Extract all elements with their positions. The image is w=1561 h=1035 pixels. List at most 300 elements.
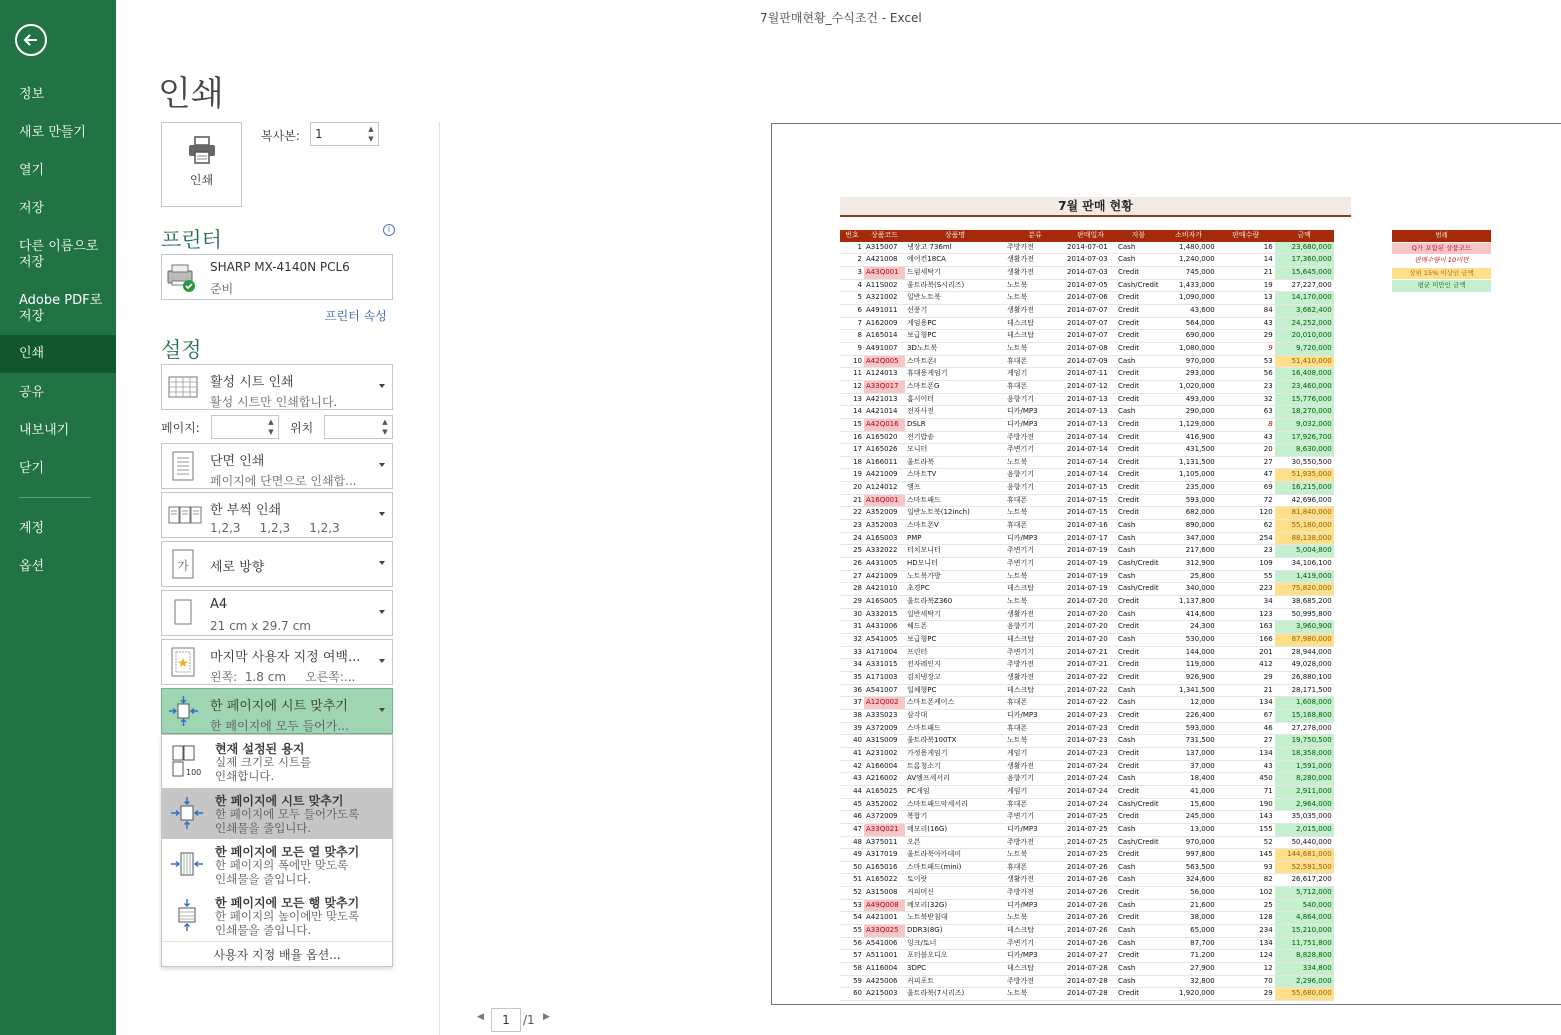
chevron-down-icon: [379, 659, 385, 663]
table-cell: 주방가전: [1005, 431, 1065, 444]
table-cell: 생활가전: [1005, 671, 1065, 684]
table-cell: 게임기: [1005, 747, 1065, 760]
table-cell: 노트북: [1005, 912, 1065, 925]
table-cell: A541006: [864, 937, 905, 950]
table-cell: 2014-07-20: [1065, 634, 1116, 647]
table-cell: 51,935,000: [1275, 469, 1334, 482]
nav-share[interactable]: 공유: [19, 385, 45, 400]
table-cell: 24: [840, 532, 864, 545]
nav-save[interactable]: 저장: [19, 201, 45, 216]
table-cell: 530,000: [1161, 634, 1217, 647]
table-cell: Cash/Credit: [1116, 558, 1161, 571]
scaling-option-actual-size[interactable]: [162, 736, 392, 787]
pages-label: 페이지:: [161, 421, 200, 435]
table-cell: 생활가전: [1005, 874, 1065, 887]
table-cell: Credit: [1116, 747, 1161, 760]
table-cell: 2014-07-07: [1065, 317, 1116, 330]
table-cell: 493,000: [1161, 393, 1217, 406]
table-cell: 15,168,800: [1275, 709, 1334, 722]
nav-save-pdf[interactable]: Adobe PDF로 저장: [19, 293, 103, 324]
table-cell: 울트라북Z360: [905, 596, 1005, 609]
table-cell: 2,964,000: [1275, 798, 1334, 811]
table-cell: A491011: [864, 304, 905, 317]
table-cell: A421008: [864, 254, 905, 267]
table-cell: 2014-07-26: [1065, 925, 1116, 938]
col-header: 판매수량: [1217, 230, 1275, 242]
table-row: [840, 304, 1334, 317]
table-cell: 게임기: [1005, 368, 1065, 381]
table-cell: 17,926,700: [1275, 431, 1334, 444]
table-cell: 2014-07-28: [1065, 963, 1116, 976]
table-cell: A165026: [864, 444, 905, 457]
table-cell: 46: [1217, 722, 1275, 735]
table-cell: Credit: [1116, 507, 1161, 520]
scaling-option-desc: 한 페이지에 모두 들어가도록 인쇄물을 줄입니다.: [215, 807, 360, 835]
table-cell: 오븐: [905, 836, 1005, 849]
table-cell: 19: [1217, 279, 1275, 292]
table-cell: 게임용PC: [905, 317, 1005, 330]
table-cell: 54: [840, 912, 864, 925]
table-cell: 노트북: [1005, 849, 1065, 862]
table-cell: A42Q016: [864, 418, 905, 431]
table-cell: 2014-07-19: [1065, 570, 1116, 583]
table-cell: 134: [1217, 937, 1275, 950]
page-from-input[interactable]: [212, 416, 268, 438]
copies-stepper[interactable]: [310, 122, 379, 146]
table-cell: A541007: [864, 684, 905, 697]
print-button[interactable]: [161, 122, 242, 207]
table-cell: Credit: [1116, 431, 1161, 444]
table-cell: 31: [840, 621, 864, 634]
table-cell: 43: [1217, 317, 1275, 330]
col-header: 번호: [840, 230, 864, 242]
current-page-input[interactable]: 1: [491, 1008, 521, 1032]
table-cell: 7: [840, 317, 864, 330]
table-cell: 선풍기: [905, 304, 1005, 317]
table-cell: 52: [1217, 836, 1275, 849]
fit-sheet-icon: [168, 695, 198, 727]
table-cell: Cash: [1116, 254, 1161, 267]
table-cell: 1,129,000: [1161, 418, 1217, 431]
copies-label: 복사본:: [261, 129, 300, 143]
table-cell: 에어컨18CA: [905, 254, 1005, 267]
table-cell: 8: [1217, 418, 1275, 431]
table-cell: 1,608,000: [1275, 697, 1334, 710]
table-cell: 1: [840, 242, 864, 254]
table-cell: 울트라북(7시리즈): [905, 988, 1005, 1001]
table-cell: 49,028,000: [1275, 659, 1334, 672]
table-cell: 1,920,000: [1161, 988, 1217, 1001]
table-row: [840, 342, 1334, 355]
table-cell: 노트북: [1005, 596, 1065, 609]
table-cell: 디카/MP3: [1005, 709, 1065, 722]
table-cell: Credit: [1116, 482, 1161, 495]
table-cell: Credit: [1116, 722, 1161, 735]
table-cell: Cash: [1116, 874, 1161, 887]
spin-arrows-icon[interactable]: ▲ ▼: [268, 418, 274, 436]
table-cell: 23: [1217, 380, 1275, 393]
table-cell: Cash: [1116, 963, 1161, 976]
table-cell: 347,000: [1161, 532, 1217, 545]
table-cell: 43: [840, 773, 864, 786]
scaling-option-fit-columns[interactable]: [162, 839, 392, 890]
table-cell: 234: [1217, 925, 1275, 938]
table-cell: 16,408,000: [1275, 368, 1334, 381]
nav-close[interactable]: 닫기: [19, 461, 45, 476]
page-from-stepper[interactable]: [211, 415, 279, 439]
table-cell: 스마트패드(mini): [905, 861, 1005, 874]
table-row: [840, 709, 1334, 722]
table-cell: 290,000: [1161, 406, 1217, 419]
scaling-option-title: 한 페이지에 모든 행 맞추기: [215, 896, 360, 910]
table-cell: 8,280,000: [1275, 773, 1334, 786]
table-cell: 32: [840, 634, 864, 647]
chevron-down-icon: [379, 512, 385, 516]
page-title: 인쇄: [158, 74, 224, 114]
table-cell: Credit: [1116, 444, 1161, 457]
table-row: [840, 456, 1334, 469]
table-cell: A166011: [864, 456, 905, 469]
fit-rows-icon: [170, 898, 204, 932]
table-cell: 울트라북: [905, 456, 1005, 469]
table-cell: 15,645,000: [1275, 266, 1334, 279]
table-cell: 9: [840, 342, 864, 355]
table-cell: Credit: [1116, 760, 1161, 773]
table-cell: 17,360,000: [1275, 254, 1334, 267]
table-cell: 1,105,000: [1161, 469, 1217, 482]
window-title: 7월판매현황_수식조건 - Excel: [760, 11, 922, 25]
table-cell: A315008: [864, 887, 905, 900]
table-cell: 82: [1217, 874, 1275, 887]
table-cell: 412: [1217, 659, 1275, 672]
nav-print[interactable]: 인쇄: [0, 335, 116, 373]
table-cell: Cash: [1116, 823, 1161, 836]
print-preview: [771, 123, 1561, 1005]
spin-arrows-icon[interactable]: ▲ ▼: [368, 125, 374, 143]
table-cell: 2014-07-20: [1065, 608, 1116, 621]
table-cell: 970,000: [1161, 355, 1217, 368]
table-cell: A165020: [864, 431, 905, 444]
table-row: [840, 798, 1334, 811]
paper-size-select[interactable]: [161, 590, 393, 636]
table-row: [840, 785, 1334, 798]
info-icon[interactable]: i: [383, 224, 395, 236]
table-cell: 울트라북(S시리즈): [905, 279, 1005, 292]
table-cell: 24,252,000: [1275, 317, 1334, 330]
table-cell: A421014: [864, 406, 905, 419]
table-cell: 2: [840, 254, 864, 267]
table-cell: 226,400: [1161, 709, 1217, 722]
sides-select[interactable]: [161, 443, 393, 489]
next-page-icon[interactable]: ▶: [543, 1012, 550, 1022]
table-cell: 2014-07-23: [1065, 747, 1116, 760]
table-cell: 프린터: [905, 646, 1005, 659]
table-cell: 37,000: [1161, 760, 1217, 773]
table-cell: A491007: [864, 342, 905, 355]
paper-size-sub: 21 cm x 29.7 cm: [210, 619, 311, 633]
scaling-option-desc: 한 페이지의 폭에만 맞도록 인쇄물을 줄입니다.: [215, 858, 349, 886]
table-cell: 48: [840, 836, 864, 849]
table-cell: 39: [840, 722, 864, 735]
table-cell: 682,000: [1161, 507, 1217, 520]
table-cell: 휴대폰: [1005, 722, 1065, 735]
table-cell: 58: [840, 963, 864, 976]
printer-select[interactable]: [161, 254, 393, 300]
table-row: [840, 368, 1334, 381]
table-cell: 휴대폰: [1005, 798, 1065, 811]
table-cell: 커피포트: [905, 975, 1005, 988]
nav-save-as[interactable]: 다른 이름으로 저장: [19, 239, 99, 270]
table-cell: 19,750,500: [1275, 735, 1334, 748]
table-cell: 4,864,000: [1275, 912, 1334, 925]
table-cell: 9,032,000: [1275, 418, 1334, 431]
table-cell: 13: [1217, 292, 1275, 305]
table-cell: A165016: [864, 861, 905, 874]
scaling-select[interactable]: [161, 688, 393, 734]
table-cell: 6: [840, 304, 864, 317]
table-cell: 23: [1217, 545, 1275, 558]
table-cell: 2014-07-15: [1065, 507, 1116, 520]
table-cell: Cash: [1116, 899, 1161, 912]
table-cell: 2014-07-12: [1065, 380, 1116, 393]
table-cell: 주변기기: [1005, 937, 1065, 950]
nav-account[interactable]: 계정: [19, 521, 45, 536]
table-cell: 12: [840, 380, 864, 393]
table-cell: 56,000: [1161, 887, 1217, 900]
table-cell: 휴대폰: [1005, 697, 1065, 710]
nav-info[interactable]: 정보: [19, 87, 45, 102]
printer-section-title: 프린터: [161, 228, 222, 252]
table-cell: 노트북: [1005, 988, 1065, 1001]
legend-item: 판매수량이 10미만: [1392, 255, 1491, 267]
table-cell: 14: [840, 406, 864, 419]
table-cell: 2014-07-25: [1065, 849, 1116, 862]
table-cell: 보급형PC: [905, 634, 1005, 647]
table-cell: 18,400: [1161, 773, 1217, 786]
table-cell: 3,662,400: [1275, 304, 1334, 317]
table-cell: Credit: [1116, 380, 1161, 393]
table-cell: 34: [1217, 596, 1275, 609]
table-cell: 42: [840, 760, 864, 773]
table-cell: 145: [1217, 849, 1275, 862]
page-to-stepper[interactable]: [324, 415, 393, 439]
table-cell: 2014-07-23: [1065, 735, 1116, 748]
table-row: [840, 735, 1334, 748]
scaling-option-fit-rows[interactable]: [162, 890, 392, 941]
backstage-nav: [0, 0, 116, 1035]
collate-select[interactable]: [161, 492, 393, 538]
table-cell: 38: [840, 709, 864, 722]
table-cell: 15,600: [1161, 798, 1217, 811]
table-cell: Credit: [1116, 811, 1161, 824]
table-cell: 주방가전: [1005, 242, 1065, 254]
table-cell: 2014-07-25: [1065, 811, 1116, 824]
table-cell: 41,000: [1161, 785, 1217, 798]
table-cell: A171004: [864, 646, 905, 659]
table-cell: 포터블오디오: [905, 950, 1005, 963]
table-cell: 27,900: [1161, 963, 1217, 976]
scaling-option-fit-sheet[interactable]: [162, 788, 392, 839]
table-cell: 노트북가방: [905, 570, 1005, 583]
spin-arrows-icon[interactable]: ▲ ▼: [382, 418, 388, 436]
table-cell: 50,995,800: [1275, 608, 1334, 621]
table-cell: 13: [840, 393, 864, 406]
table-cell: 20: [1217, 444, 1275, 457]
table-cell: 메모리(32G): [905, 899, 1005, 912]
table-cell: 2014-07-25: [1065, 836, 1116, 849]
page-to-input[interactable]: [325, 416, 381, 438]
table-cell: 35: [840, 671, 864, 684]
nav-new[interactable]: 새로 만들기: [19, 125, 86, 140]
legend: [1392, 230, 1491, 293]
table-cell: 토이랏: [905, 874, 1005, 887]
table-cell: A43Q001: [864, 266, 905, 279]
table-cell: Credit: [1116, 988, 1161, 1001]
table-cell: 13,000: [1161, 823, 1217, 836]
table-row: [840, 431, 1334, 444]
sales-table: [840, 230, 1334, 1001]
table-cell: A124012: [864, 482, 905, 495]
table-row: [840, 317, 1334, 330]
table-cell: 2014-07-23: [1065, 722, 1116, 735]
table-row: [840, 963, 1334, 976]
table-cell: 63: [1217, 406, 1275, 419]
table-cell: 2014-07-14: [1065, 431, 1116, 444]
table-cell: 44: [840, 785, 864, 798]
margins-select[interactable]: [161, 639, 393, 685]
table-cell: 72: [1217, 494, 1275, 507]
collate-pages-icon: [168, 499, 202, 531]
table-cell: 32,800: [1161, 975, 1217, 988]
nav-open[interactable]: 열기: [19, 163, 45, 178]
table-cell: 24,300: [1161, 621, 1217, 634]
table-cell: 스마트폰V: [905, 520, 1005, 533]
table-row: [840, 811, 1334, 824]
one-sided-page-icon: [168, 450, 198, 482]
table-cell: 음향기기: [1005, 393, 1065, 406]
table-row: [840, 887, 1334, 900]
table-row: [840, 266, 1334, 279]
table-cell: A431006: [864, 621, 905, 634]
table-cell: 노트북: [1005, 735, 1065, 748]
custom-scaling-option[interactable]: 사용자 지정 배율 옵션...: [162, 941, 392, 968]
prev-page-icon[interactable]: ◀: [477, 1012, 484, 1022]
table-cell: A421001: [864, 912, 905, 925]
table-cell: Credit: [1116, 849, 1161, 862]
nav-export[interactable]: 내보내기: [19, 423, 70, 438]
legend-item: Q가 포함된 상품코드: [1392, 243, 1491, 255]
table-cell: A511001: [864, 950, 905, 963]
table-cell: 1,480,000: [1161, 242, 1217, 254]
table-cell: 970,000: [1161, 836, 1217, 849]
table-cell: 노트북받침대: [905, 912, 1005, 925]
table-cell: 2014-07-26: [1065, 887, 1116, 900]
table-cell: 563,500: [1161, 861, 1217, 874]
orientation-select[interactable]: [161, 541, 393, 587]
table-cell: 51: [840, 874, 864, 887]
table-cell: 27: [1217, 456, 1275, 469]
table-cell: 20: [840, 482, 864, 495]
table-row: [840, 912, 1334, 925]
table-cell: 스마트패드악세서리: [905, 798, 1005, 811]
table-cell: 593,000: [1161, 494, 1217, 507]
table-cell: 주방가전: [1005, 836, 1065, 849]
table-cell: 124: [1217, 950, 1275, 963]
table-cell: A352002: [864, 798, 905, 811]
back-button[interactable]: [15, 24, 47, 56]
table-cell: Cash: [1116, 242, 1161, 254]
table-row: [840, 482, 1334, 495]
table-cell: 2014-07-28: [1065, 988, 1116, 1001]
table-row: [840, 532, 1334, 545]
table-cell: 노트북: [1005, 292, 1065, 305]
svg-text:100: 100: [186, 768, 202, 777]
table-row: [840, 634, 1334, 647]
table-cell: 87,980,000: [1275, 634, 1334, 647]
nav-options[interactable]: 옵션: [19, 559, 45, 574]
table-cell: 트롬청소기: [905, 760, 1005, 773]
table-row: [840, 292, 1334, 305]
table-cell: 커피머신: [905, 887, 1005, 900]
table-cell: Credit: [1116, 621, 1161, 634]
table-cell: 540,000: [1275, 899, 1334, 912]
table-cell: 디카/MP3: [1005, 532, 1065, 545]
table-row: [840, 608, 1334, 621]
table-cell: 16: [840, 431, 864, 444]
table-cell: 2014-07-24: [1065, 798, 1116, 811]
printer-status: 준비: [210, 282, 234, 296]
table-cell: 가정용게임기: [905, 747, 1005, 760]
table-cell: 2014-07-24: [1065, 760, 1116, 773]
table-cell: 27,227,000: [1275, 279, 1334, 292]
table-cell: A12Q002: [864, 697, 905, 710]
table-cell: 2014-07-20: [1065, 596, 1116, 609]
table-cell: 3DPC: [905, 963, 1005, 976]
table-cell: A165022: [864, 874, 905, 887]
table-cell: AV엠프세서리: [905, 773, 1005, 786]
table-cell: 전기밥솥: [905, 431, 1005, 444]
table-cell: 416,900: [1161, 431, 1217, 444]
table-cell: 스마트폰케이스: [905, 697, 1005, 710]
table-cell: 2014-07-03: [1065, 254, 1116, 267]
table-cell: 2014-07-15: [1065, 482, 1116, 495]
copies-input[interactable]: [311, 123, 367, 145]
print-what-select[interactable]: [161, 364, 393, 410]
table-cell: 1,137,800: [1161, 596, 1217, 609]
table-cell: Cash: [1116, 937, 1161, 950]
table-cell: 드럼세탁기: [905, 266, 1005, 279]
table-row: [840, 684, 1334, 697]
printer-properties-link[interactable]: 프린터 속성: [325, 309, 387, 323]
table-cell: 일체형PC: [905, 684, 1005, 697]
table-row: [840, 242, 1334, 254]
table-cell: 2014-07-23: [1065, 709, 1116, 722]
table-cell: A31S009: [864, 735, 905, 748]
table-cell: 3D노트북: [905, 342, 1005, 355]
table-row: [840, 697, 1334, 710]
table-cell: 2014-07-07: [1065, 304, 1116, 317]
table-cell: 2014-07-22: [1065, 671, 1116, 684]
table-cell: Cash: [1116, 925, 1161, 938]
table-cell: 4: [840, 279, 864, 292]
print-button-label: 인쇄: [189, 173, 214, 187]
table-cell: 2014-07-26: [1065, 861, 1116, 874]
table-cell: 전자사전: [905, 406, 1005, 419]
table-cell: 1,341,500: [1161, 684, 1217, 697]
scaling-option-title: 현재 설정된 용지: [215, 742, 305, 756]
table-cell: A124013: [864, 368, 905, 381]
table-cell: 2014-07-09: [1065, 355, 1116, 368]
